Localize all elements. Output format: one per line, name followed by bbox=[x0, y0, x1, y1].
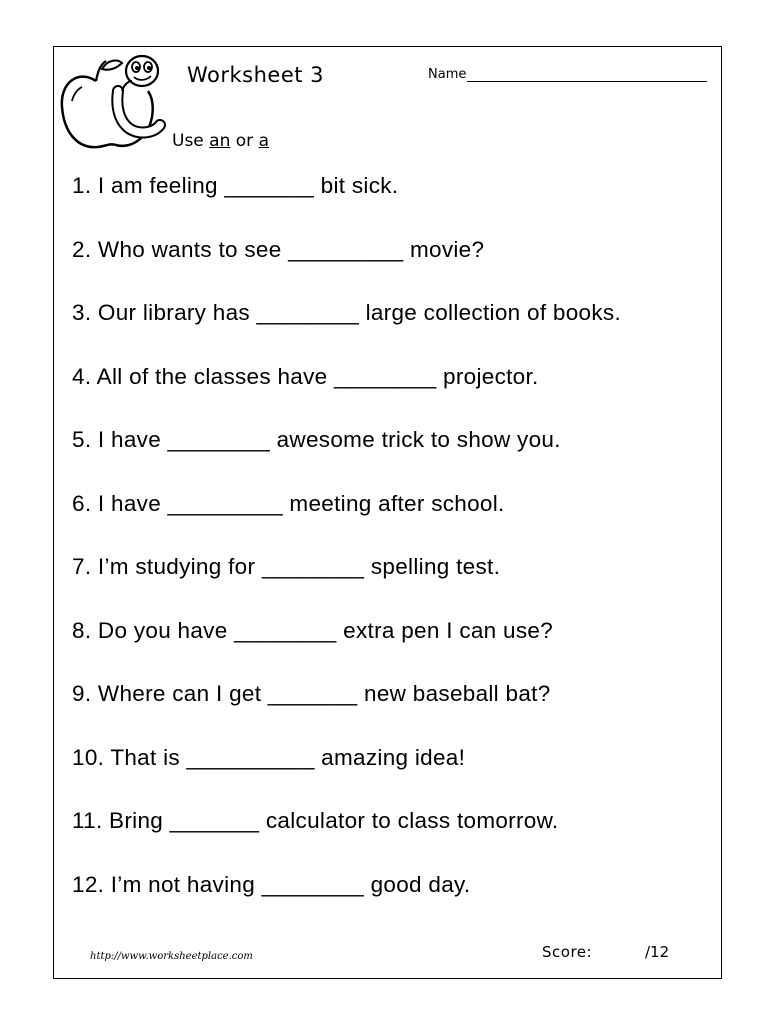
score-label: Score: bbox=[542, 943, 593, 961]
footer-url: http://www.worksheetplace.com bbox=[90, 951, 253, 962]
question-8: 8. Do you have ________ extra pen I can use? bbox=[72, 617, 554, 643]
question-12: 12. I’m not having ________ good day. bbox=[72, 871, 471, 897]
name-label: Name bbox=[428, 67, 467, 82]
question-4: 4. All of the classes have ________ projector. bbox=[72, 363, 539, 389]
worksheet-title: Worksheet 3 bbox=[187, 63, 325, 87]
question-10: 10. That is __________ amazing idea! bbox=[72, 744, 466, 770]
score-total: /12 bbox=[645, 943, 670, 961]
name-field[interactable] bbox=[428, 67, 707, 82]
instruction bbox=[172, 131, 269, 151]
question-3: 3. Our library has ________ large collection of books. bbox=[72, 300, 622, 325]
option-an: an bbox=[209, 131, 231, 151]
question-2: 2. Who wants to see _________ movie? bbox=[72, 236, 485, 262]
worksheet-page bbox=[53, 46, 722, 979]
question-9: 9. Where can I get _______ new baseball bat? bbox=[72, 681, 551, 706]
instruction-middle: or bbox=[230, 131, 259, 151]
apple-worm-icon bbox=[56, 51, 168, 159]
question-5: 5. I have ________ awesome trick to show you. bbox=[72, 427, 561, 452]
question-7: 7. I’m studying for ________ spelling test. bbox=[72, 554, 501, 579]
question-6: 6. I have _________ meeting after school. bbox=[72, 490, 505, 516]
question-list bbox=[72, 171, 621, 933]
question-11: 11. Bring _______ calculator to class tomorrow. bbox=[72, 808, 559, 833]
name-line[interactable] bbox=[467, 67, 707, 82]
instruction-prefix: Use bbox=[172, 131, 210, 151]
question-1: 1. I am feeling _______ bit sick. bbox=[72, 173, 399, 198]
option-a: a bbox=[258, 131, 269, 151]
